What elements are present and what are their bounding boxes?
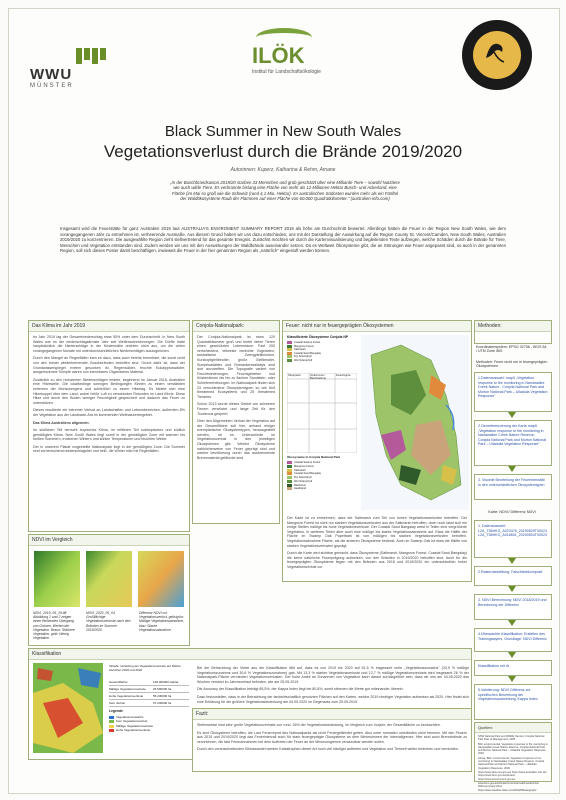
source-item: Abuse, Bild: environmental, Vegetation response to fire monitoring in Narrawallee Creek Nature Reserve, Conjola National Park and Morton National Park – Ulladulla Vegetation Response, 2020 — [478, 756, 545, 770]
legend-swatch — [287, 484, 292, 487]
method-ndvi-4b-text: Klassifikation mit dt — [478, 664, 509, 668]
conjola-p1: Der Conjola-Nationalpark ist etwa 120 Quadratkilometer groß und bietet vielen Tieren einen geschützten Lebensraum. Fast 200 verschiedene, teilweise bedrohte Vogelarten, australische Zwergpfeilkrücken, Kurzkopfgleitbeutler, große Gleitbeutler, Sumpfwallabies und Rotnackenwallabys sind dort anzutreffen. Die Topografie variiert von Feuchtniederungen, Feuchtgebieten und Küstendünen bis hin zu flachen Sandstein- oder Schiefererhebungen. Im Nationalpark finden sich 23 verschiedene Ökosystemtypen so wie fünf threatened Ecosystems und 25 threatened Tierarten. — [197, 335, 275, 399]
method-ndvi-5-text: 5.Validierung: NDVI Differenz zur spezifischen Beurteilung der Vegetationsausbreitung, Kappa Index — [478, 688, 538, 702]
method-ndvi-2-text: 2.Rasterdarstellung: Falschfarbkomposit — [478, 570, 543, 574]
legend-swatch — [109, 716, 114, 719]
legend-label: Dry Sclerophyll — [294, 355, 312, 359]
conjola-text — [193, 332, 279, 466]
ilok-tag: Institut für Landschaftsökologie — [252, 69, 321, 75]
ndvi-method-label: Karte: NDVI/ Differenz NDVI — [488, 510, 536, 514]
legend-swatch — [287, 472, 292, 475]
legend-label: Kein Vegetationsverlust — [116, 719, 148, 724]
legend-label: Saltmarsh — [294, 468, 306, 472]
legend-label: Coastal Swamp Forest — [294, 341, 321, 345]
feuer-table — [287, 373, 357, 453]
source-item: www.bom.gov.au/climate/current/annual/nsw/archive/ 2019.summary.shtml — [478, 781, 539, 789]
fazit-p3: Durch den voranschreitenden Klimawandel werden Katastrophen dieser Art noch viel häufiger auftreten und Vegetation und Tierwelt weiter bedrohen und vernichten. — [197, 747, 459, 752]
arrow-down-icon — [508, 586, 516, 592]
feuer-legend-heading: Ökosysteme in Conjola National Park — [287, 455, 341, 459]
feuer-box — [282, 320, 472, 582]
legend-label: Mäßige Vegetationsverluste — [116, 723, 154, 728]
ndvi-heading: NDVI im Vergleich — [29, 535, 189, 546]
table-cell-value: 148.060000 Hektar — [153, 680, 179, 684]
legend-label: Coastal Sand Bangalay — [294, 351, 322, 355]
feuer-heading: Feuer: nicht nur in feuergeprägten Ökosystemen — [283, 321, 471, 332]
arrow-down-icon — [508, 466, 516, 472]
method-step-1 — [474, 372, 552, 412]
feuer-table-col2: Vorkommen / Beschreibung — [310, 374, 326, 380]
ndvi-2020-map — [86, 551, 132, 607]
quellen-list — [475, 733, 551, 796]
wwu-sub: MÜNSTER — [30, 83, 74, 89]
arrow-down-icon — [508, 412, 516, 418]
legend-swatch — [109, 720, 114, 723]
ndvi-caption-2: NDVI_2020_05_04 Großflächige Vegetationsverluste nach den Bränden im Sommer 2019/2020 — [86, 611, 131, 632]
legend-label: Rainforest — [294, 483, 306, 487]
fazit-p2: Es sind Ökosysteme betroffen, die Laut Feuerreport des Nationalparks als nicht Feuergefährdet gelten. Also unter normalen umständen nicht brennen. Mit den Feuern aus 2015 und 2019/2020 liegt das Feuerintervall auch für stark feuergeprägte Ökosysteme an dem Minimumwert der Intervallgrenze. Hier sind auch Brennbrände zu verzeichnen, die fast Feuerannahmen bei dem Auftreten der Feuer an der Minimumgrenze verwundbar werden sollen. — [197, 730, 467, 744]
method-ndvi-4 — [474, 628, 552, 652]
method-ndvi-5 — [474, 684, 552, 720]
method-ndvi-1 — [474, 520, 552, 558]
method-ndvi-4-text: 4.Überwachte Klassifikation: Erstellen des Trainingslayers, Grundlage: NDVI Differenz — [478, 632, 547, 641]
table-row — [109, 700, 189, 707]
legend-swatch — [287, 359, 292, 362]
table-cell-label: Gesamtfläche — [109, 680, 128, 684]
feuer-table-col3: Feuerregime — [336, 374, 351, 377]
source-item: https://www.dpie.nsw.gov.au/ https://www.australien-info.de/ https://www.bom.gov.au/climate/ https://www.environment.gov.au/ — [478, 770, 547, 781]
klassifikation-heading: Klassifikation — [29, 649, 471, 660]
legend-label: Saltmarsh — [294, 348, 306, 352]
fazit-heading: Fazit: — [193, 709, 471, 720]
ndvi-caption-3: Differenz NDVI rot: Vegetationsverlust, gelb/grün: Mäßige Vegetationsabnahme, blau: Starke Vegetationsabnahme — [139, 611, 185, 632]
fazit-p1: Stellenweise sind sehr große Vegetationsverluste von rund. 26% der Vegetationsbedeckung, im Vergleich zum Vorjahr, der Gesamtfläche zu beobachten. — [197, 723, 441, 727]
legend-swatch — [287, 355, 292, 358]
feuer-table-col1: Ökosystem — [288, 374, 301, 377]
fazit-text — [193, 720, 471, 758]
wwu-bars-icon — [76, 48, 110, 64]
conjola-ecosystem-map — [361, 335, 469, 510]
quellen-heading: Quellen: — [475, 723, 551, 733]
title-line-1: Black Summer in New South Wales — [164, 123, 402, 140]
legend-label: Heathland — [294, 487, 306, 491]
legend-label: Coastal Sand Bangalay — [294, 472, 322, 476]
klassifikation-p1: Bei der Betrachtung der Vierte aus der Klassifikation fällt auf, dass es von 2019 bis 2020 auf 61,5 % insgesamt mehr „Vegetationszuwachs" (33,9 % mäßige Vegetationszunahme und 30,6 % Vegetationszunahme) gab. Mit 13,3 % starker Vegetationsverluste und 12,7 % mäßige Vegetationsverluste wird insgesamt 26 % der Nationalpark-Fläche vermindert Vegetationsverlusten. Der hohe Anteil an Zunahmen von Vegetation kann darauf zurückgeführt sein, dass wir uns am 04.05.2020 das Wochen versetzt im Jahresverlauf befinden, wie am 25.05.2019. — [197, 666, 469, 684]
feuer-p1: Der Karte ist zu entnehmen, dass der Saltmarsh zum Teil von hohen Vegetationsverlusten betroffen. Der Mangrove Forest ist nicht nur starken Vegetationsverlusten aus der Saltmarsh betroffen, doch noch lässt sich ein einige Stellen mäßige bis hohe Vegetationsverluste. Der Coastal Sand Bangalay weist in Teilen eine vergrößerte Vegetation, in weiteren Teilen aber auch eine mäßige bis starke Vegetationsabnahme auf. Etwa die Hälfte der Fläche im Swamp Oak Paperbark ist von mäßigen bis starken Vegetationsverlusten betroffen. Vegetationsabnahme Fläche, als die anderen Ökosysteme bedeckt. Auch im Swamp Oak ist etwa die Hälfte von starken Vegetationsverlusten geprägt. — [287, 516, 467, 548]
table-row — [109, 679, 189, 686]
klassifikation-text — [193, 663, 473, 710]
legend-swatch — [287, 469, 292, 472]
klima-p6: Der in unserem Plakat vorgestellte Nationalpark liegt in der gemäßigten Zone. Die Sommer sind vorherrschend niederschlagsfrei und heiß, die Winter mild mit Regenfällen. — [33, 444, 185, 454]
feuer-map-legend — [287, 341, 357, 363]
methoden-coord: Koordinatensystem: EPSG 32756 - WGS 84 / UTM Zone 56S — [476, 345, 547, 354]
klassifikation-map — [33, 663, 103, 753]
ilok-logo — [252, 28, 322, 88]
klassifikation-p2: Die Accuracy der Klassifikation beträgt 85,5%, der Kappa Index liegt bei 80,8%, somit stimmen die Werte gut miteinander überein. — [197, 687, 404, 692]
intro-quote: „In der Buschbrandsaison 2019/20 starben 33 Menschen und grob geschätzt über eine Milliarde Tiere – sowohl Nutztiere wie auch wilde Tiere. Es verbrannte bislang eine Fläche von mehr als 12 Millionen Hektar Busch- und Ackerland, eine Fläche (im Mai so groß wie die Schweiz (rund 4,1 Mio. Hektar). Im australischen Südosten wurden mehr als ein Fünftel der Waldökosysteme Raub der Flammen auf einer Fläche von 60.000 Quadratkilometer." (australien-info.com) — [170, 180, 400, 202]
conjola-p2: Schon 2013 wurde dieses Gebiet von schweren Feuern verwüstet und lange Zeit für den Tourismus gesperrt. — [197, 402, 275, 416]
method-step-3 — [474, 474, 552, 500]
conjola-heading: Conjola-Nationalpark: — [193, 321, 279, 332]
arrow-down-icon — [508, 558, 516, 564]
legend-swatch — [287, 487, 292, 490]
lyrebird-icon — [482, 38, 508, 64]
table-cell-label: Hohe Vegetationsverluste — [109, 694, 144, 698]
method-ndvi-2 — [474, 566, 552, 586]
arrow-down-icon — [508, 652, 516, 658]
methoden-box — [474, 320, 552, 344]
ndvi-difference-map — [138, 551, 184, 607]
legend-item — [287, 487, 357, 491]
source-item: Bild: environmental, Vegetation response to fire monitoring in Narrawallee Creek Nature Reserve, Conjola National Park and Morton National Park – Ulladulla Vegetation Response, 2020 — [478, 742, 548, 756]
legend-label: Wet Sclerophyll — [294, 359, 312, 363]
ndvi-2019-map — [34, 551, 80, 607]
table-cell-value: 55.230000 ha — [153, 694, 172, 698]
method-ndvi-3-text: 3. NDVI Berechnung: NDVI 2018/2019 und Berechnung der Differenz — [478, 598, 547, 607]
legend-label: Mangrove Forest — [294, 344, 314, 348]
source-item: https://www.weather-state.com/2019/08/eastgraph/ — [478, 789, 537, 793]
wwu-logo — [30, 48, 110, 88]
legend-swatch — [287, 352, 292, 355]
legend-label: Coastal Swamp Forest — [294, 461, 321, 465]
klima-subheading: Das Klima Australiens allgemein: — [33, 420, 90, 425]
method-ndvi-3 — [474, 594, 552, 620]
conjola-p3: Über den Allgemeinen Verlust der Vegetation auf der Gesamtfläche soll hier, anhand einiger exemplarischer Ökosystemtypen, herausgestellt werden, ob es Unterschiede im Vegetationsverlust in den jeweiligen Ökosystemen gibt. Welche Ökosysteme natürlicherweise von Feuer geprägt sind und welche bevölkerung durch das ausbrennende Brennmaterial gefährdet sind. — [197, 419, 275, 460]
method-step-2 — [474, 420, 552, 466]
klima-p3: Zusätzlich zu den reduzierten Niederschlägen endete, beginnend im Januar 2018, Australien eine Hitzewelle. Die lokalbedinge sonnigen Bedingungen führten zu einem verstärkten extremen der Monsunregens und schließlich zu einem Hitzetag. Es bildete sich eine Hitzekuppel über dem Land, wobei heiße Luft zu verschieden Rekorden im Land führte. Diese Hitze und durch den Boden weniger Feuchtigkeit gespeichert und dadurch das Feuer zu unterstützen. — [33, 377, 185, 405]
legend-swatch — [287, 461, 292, 464]
arrow-down-icon — [508, 676, 516, 682]
methoden-heading: Methoden: — [475, 321, 551, 332]
method-step-1-text: 1.Datenauswahl: mapß „Vegetation response to fire monitoring in Narrawallee Creek Nature , Conjola National Park and Morton National Park – Ulladulla Vegetation Response" — [478, 376, 548, 399]
klima-p5: Im südlichen Teil herrscht tropisches Klima, im mittleren Teil subtropisches und südlich gemäßigtes Klima. New South Wales liegt somit in der gemäßigten Zone mit warmen bis heißen Sommern, trockenen Wintern und kühlen Temperaturen und feuchten Winter. — [33, 428, 185, 442]
klima-text — [29, 332, 189, 460]
legend-item — [109, 728, 189, 732]
methoden-step1-label: Methoden: Feuer nicht nur in feuergeprägten Ökosystemen — [476, 360, 548, 369]
method-step-3-text: 3. Visuelle Beurteilung der Feuerintensität in den unterschiedlichen Ökosystemtypen — [478, 478, 545, 487]
intro-text: Insgesamt wird die Feuerstätte für ganz Australien 2019 laut AUSTRALIA'S ENVIROMENT SUMMARY REPORT 2019 als höhe am Durchschnitt bewertet. Allerdings hatten die Feuer in der Region New South Wales, wie dem vorangegangenen Jahr zu entnehmen ist, verheerende Ausmaße. Aus diesem Grund haben wir uns dazu entschieden, uns mit der Darstellung der Auswirkung auf die Region County St. Vincent/Camden, New South Wales, Australien 2019/2020 zu konzentrieren. Die ausgewählte Region zieht stellvertretend für das gesamte Ereignis. Zunächst möchten wir durch die Kartenvisualisierung und begleitenden Texte aufzeigen, welche Schäden durch die Brände für Tiere, Menschen und Vegetation entstanden sind. Zudem werden wir uns mit den Auswirkungen der Waldbrände auseinander setzen. Da es Weltweit Ökosysteme gibt, die an Störungen wie Feuer angepasst sind, so auch in der genannten Region, soll sich dieses Poster damit beschäftigen, inwieweit die Feuer in der hier genannten Region als „natürlich" eingestuft werden können. — [60, 226, 506, 254]
method-ndvi-4b — [474, 660, 552, 676]
legend-swatch — [287, 345, 292, 348]
legend-label: Hohe Vegetationsverluste — [116, 728, 151, 733]
ndvi-maps — [30, 549, 188, 609]
source-item: NSW National Park and Wildlife Service: Conjola National Park Plan of Management, 2005 — [478, 735, 545, 742]
legend-swatch — [287, 480, 292, 483]
table-row — [109, 686, 189, 693]
feuer-table-header — [288, 374, 358, 380]
table-row — [109, 693, 189, 700]
table-cell-label: Kein Verlust — [109, 701, 126, 705]
legend-label: Wet Sclerophyll — [294, 480, 312, 484]
npws-logo — [462, 20, 532, 90]
legend-swatch — [287, 476, 292, 479]
method-ndvi-1-text: 1. Datenauswahl: L2A_T56HKG_A023476_20190529T00024 L2A_T56HKG_A016601_20200504T00023 — [478, 524, 547, 538]
legend-label: Mangrove Forest — [294, 464, 314, 468]
legend-label: Vegetationszuwachs — [116, 715, 144, 719]
arrow-down-icon — [508, 620, 516, 626]
fazit-box — [192, 708, 472, 772]
authors: Autorinnen: Kuperz, Katharina & Rehm, Amane — [230, 167, 336, 173]
table-cell-label: Mäßige Vegetationsverluste — [109, 687, 147, 691]
legend-swatch — [109, 729, 114, 732]
title-line-2: Vegetationsverlust durch die Brände 2019/2020 — [103, 142, 463, 161]
map-legend-item — [287, 359, 357, 363]
legend-swatch — [287, 465, 292, 468]
ilok-name: ILÖK — [252, 43, 305, 68]
feuer-map-title: Klassifizierte Ökosysteme Conjola NP — [287, 335, 349, 339]
klassifikation-p3: Dazu festzustellen, dass in der Betrachtung der landwirtschaftlich genutzten Flächen auf den Karten, welche 2019 niedriger Vegetation aufweisen als 2020. Hier findet sich eine Erklärung für die größere Vegetationsbedeckung am 04.05.2020 im Gegensatz zum 25.05.2019. — [197, 694, 469, 704]
table-cell-value: 25.590000 ha — [153, 687, 172, 691]
legend-swatch — [287, 341, 292, 344]
legend-swatch — [109, 725, 114, 728]
conjola-box — [192, 320, 280, 524]
legend-label: Dry Sclerophyll — [294, 476, 312, 480]
ndvi-caption-1: NDVI_2019_05_29.tiff Abbildung 1 und 2 zeigen einen fließenden Übergang von Grünen, Werten der Vegetation. Braun: Stärkere Vegetation, gelb: Wenig Vegetation — [33, 611, 75, 641]
klassifikation-table-title: Tabelle: Verteilung der Vegetationsverluste auf Fläche zwischen 2019 und 2020 — [109, 664, 181, 672]
table-cell-value: 67.240000 ha — [153, 701, 172, 705]
quellen-box — [474, 722, 552, 793]
klima-p2: Durch den Mangel an Regenfällen kam es dazu, dass auch bereits brennbare, die sonst nicht von den immer wiederkehrenden Buschbränden betroffen sind. Grund dafür ist, dass der Grundwasserspiegel extrem gesunken ist. Regenwälder, feuchte Eukalyptuswälder, ausgetrocknete Sümpfe waren nun brennbares Organisches Material. — [33, 356, 185, 375]
method-step-2-text: 2.Georeferenzierung der Karte mapß „Vegetation response to fire monitoring in Narrawallee Creek Nature Reserve, Conjola National Park and Morton National Park – Ulladulla Vegetation Response" — [478, 424, 547, 447]
klassifikation-legend-title: Legende — [109, 709, 123, 713]
ndvi-box — [28, 534, 190, 646]
klassifikation-table — [109, 679, 189, 707]
klima-box — [28, 320, 190, 532]
wwu-brand: WWU — [30, 66, 73, 83]
klima-p4: Dieses resultierte ein extremer Verlust an Landschaften und Lebensbereichen, außerdem 8% der Vegetation aus der Landkarte-Ära im kommenden Weltnaturerbegebiet. — [33, 408, 185, 417]
feuer-p2: Durch die Karte wird sichtbar gemacht, dass Ökosysteme (Saltmarsh, Mangrove Forest, Coastal Sand Bangalay) die keine natürliche Feuerprägung aufweisen, von den Bränden in 2019/2020 betroffen sind. Auch für die feuergeprägten Ökosysteme liegen mit den Bränden aus 2015 und 2019/2020 ein unterschiedlich hoher Vegetationsverlust vor. — [287, 551, 467, 569]
klima-p1: Im Jahr 2019 lag der Gesamtniederschlag etwa 55% unter dem Durchschnitt. In New South Wales war es der niederschlagsärmste Jahr seit Wetteraufzeichnungen. Die Dürfte hatte hauptsächlich die Niederschläge in der Küstennähe reichten nicht aus, um die vielen vorangegangenen Monate mit unterdurchschnittlichen Niederschlägen auszugleichen. — [33, 335, 185, 353]
feuer-legend-list — [287, 461, 357, 491]
feuer-text — [283, 513, 471, 576]
legend-swatch — [287, 348, 292, 351]
klima-heading: Das Klima im Jahr 2019 — [29, 321, 189, 332]
klassifikation-legend — [109, 715, 189, 733]
